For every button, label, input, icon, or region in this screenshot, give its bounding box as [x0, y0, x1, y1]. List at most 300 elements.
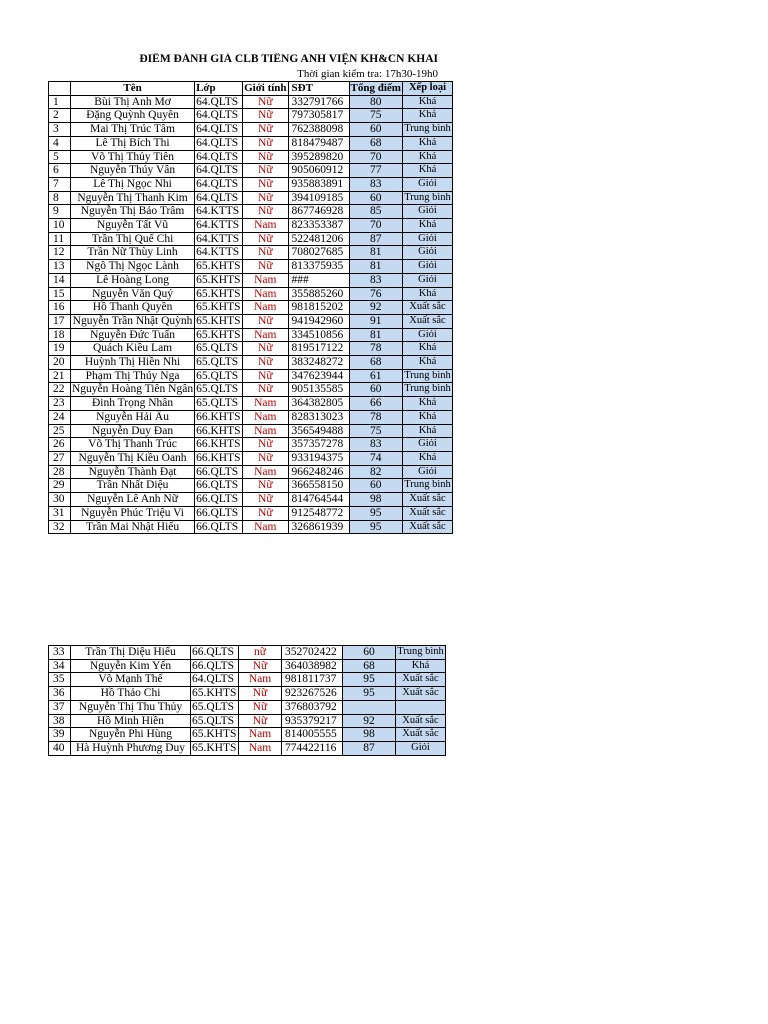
cell-rank[interactable]: Giỏi: [402, 177, 452, 191]
cell-rank[interactable]: Giỏi: [402, 438, 452, 452]
cell-stt[interactable]: 1: [49, 95, 71, 109]
cell-phone[interactable]: 912548772: [288, 506, 349, 520]
cell-class[interactable]: 64.KTTS: [195, 205, 243, 219]
cell-gender[interactable]: Nam: [243, 287, 288, 301]
cell-name[interactable]: Phạm Thị Thúy Nga: [71, 369, 195, 383]
cell-class[interactable]: 65.KHTS: [191, 728, 239, 742]
cell-gender[interactable]: Nữ: [243, 164, 288, 178]
cell-stt[interactable]: 20: [49, 356, 71, 370]
cell-stt[interactable]: 10: [49, 219, 71, 233]
cell-rank[interactable]: Giỏi: [402, 328, 452, 342]
cell-gender[interactable]: Nữ: [243, 438, 288, 452]
cell-class[interactable]: 66.KHTS: [195, 451, 243, 465]
cell-name[interactable]: Trần Thị Diệu Hiếu: [71, 646, 191, 660]
cell-name[interactable]: Võ Mạnh Thế: [71, 673, 191, 687]
cell-phone[interactable]: 357357278: [288, 438, 349, 452]
cell-class[interactable]: 65.KHTS: [195, 273, 243, 287]
cell-name[interactable]: Nguyễn Duy Đan: [71, 424, 195, 438]
cell-gender[interactable]: Nam: [239, 673, 282, 687]
cell-name[interactable]: Nguyễn Thị Thanh Kim: [71, 191, 195, 205]
cell-stt[interactable]: 29: [49, 479, 71, 493]
table-row: [49, 410, 453, 424]
cell-class[interactable]: 65.KHTS: [191, 687, 239, 701]
cell-total-score[interactable]: 60: [349, 479, 402, 493]
cell-phone[interactable]: 814764544: [288, 493, 349, 507]
cell-total-score[interactable]: 61: [349, 369, 402, 383]
table-row: [49, 728, 446, 742]
cell-rank[interactable]: Khá: [402, 95, 452, 109]
cell-total-score[interactable]: 81: [349, 328, 402, 342]
cell-gender[interactable]: Nữ: [243, 356, 288, 370]
cell-name[interactable]: Nguyễn Thúy Vân: [71, 164, 195, 178]
cell-gender[interactable]: Nam: [243, 424, 288, 438]
cell-class[interactable]: 64.QLTS: [195, 177, 243, 191]
cell-name[interactable]: Nguyễn Thị Kiều Oanh: [71, 451, 195, 465]
cell-name[interactable]: Mai Thị Trúc Tâm: [71, 123, 195, 137]
cell-total-score[interactable]: 98: [349, 493, 402, 507]
cell-rank[interactable]: Giỏi: [402, 465, 452, 479]
cell-gender[interactable]: Nữ: [243, 95, 288, 109]
cell-rank[interactable]: Khá: [402, 287, 452, 301]
cell-total-score[interactable]: 82: [349, 465, 402, 479]
table-row: [49, 424, 453, 438]
cell-stt[interactable]: 15: [49, 287, 71, 301]
cell-name[interactable]: Hồ Minh Hiền: [71, 714, 191, 728]
cell-gender[interactable]: Nam: [243, 328, 288, 342]
cell-total-score[interactable]: 60: [349, 383, 402, 397]
cell-phone[interactable]: 981815202: [288, 301, 349, 315]
cell-name[interactable]: Nguyễn Văn Quý: [71, 287, 195, 301]
cell-rank[interactable]: Xuất sắc: [402, 314, 452, 328]
cell-phone[interactable]: 935379217: [282, 714, 343, 728]
cell-gender[interactable]: Nữ: [243, 205, 288, 219]
cell-total-score[interactable]: 68: [343, 659, 396, 673]
cell-gender[interactable]: Nam: [243, 219, 288, 233]
cell-rank[interactable]: Khá: [402, 219, 452, 233]
cell-class[interactable]: 64.QLTS: [195, 123, 243, 137]
cell-class[interactable]: 66.KHTS: [195, 438, 243, 452]
cell-name[interactable]: Trần Mai Nhật Hiếu: [71, 520, 195, 534]
cell-name[interactable]: Huỳnh Thị Hiền Nhi: [71, 356, 195, 370]
cell-total-score[interactable]: 68: [349, 356, 402, 370]
cell-total-score[interactable]: 92: [349, 301, 402, 315]
cell-name[interactable]: Nguyễn Thị Thu Thủy: [71, 700, 191, 714]
cell-name[interactable]: Nguyễn Lê Anh Nữ: [71, 493, 195, 507]
cell-rank[interactable]: Khá: [402, 424, 452, 438]
cell-name[interactable]: Trần Thị Quế Chi: [71, 232, 195, 246]
cell-class[interactable]: 65.QLTS: [195, 369, 243, 383]
cell-phone[interactable]: 905135585: [288, 383, 349, 397]
cell-class[interactable]: 65.QLTS: [191, 700, 239, 714]
cell-stt[interactable]: 19: [49, 342, 71, 356]
cell-stt[interactable]: 11: [49, 232, 71, 246]
cell-total-score[interactable]: 75: [349, 424, 402, 438]
cell-gender[interactable]: Nữ: [243, 383, 288, 397]
cell-class[interactable]: 66.QLTS: [195, 493, 243, 507]
table-row: [49, 328, 453, 342]
cell-total-score[interactable]: 78: [349, 410, 402, 424]
cell-total-score[interactable]: 70: [349, 219, 402, 233]
cell-stt[interactable]: 14: [49, 273, 71, 287]
table-row: [49, 301, 453, 315]
cell-rank[interactable]: Trung bình: [402, 383, 452, 397]
cell-rank[interactable]: Khá: [402, 136, 452, 150]
cell-class[interactable]: 66.QLTS: [195, 479, 243, 493]
cell-rank[interactable]: Xuất sắc: [402, 506, 452, 520]
cell-total-score[interactable]: 83: [349, 438, 402, 452]
cell-class[interactable]: 65.QLTS: [195, 342, 243, 356]
cell-total-score[interactable]: 95: [349, 520, 402, 534]
cell-class[interactable]: 64.QLTS: [195, 109, 243, 123]
header-row: [49, 82, 453, 96]
cell-name[interactable]: Nguyễn Đức Tuấn: [71, 328, 195, 342]
cell-gender[interactable]: Nữ: [243, 314, 288, 328]
cell-name[interactable]: Lê Thị Ngọc Nhi: [71, 177, 195, 191]
cell-total-score[interactable]: 60: [349, 123, 402, 137]
cell-class[interactable]: 66.KHTS: [195, 410, 243, 424]
cell-class[interactable]: 65.QLTS: [195, 383, 243, 397]
cell-phone[interactable]: 905060912: [288, 164, 349, 178]
cell-stt[interactable]: 39: [49, 728, 71, 742]
cell-rank[interactable]: Giỏi: [402, 246, 452, 260]
cell-name[interactable]: Hồ Thảo Chi: [71, 687, 191, 701]
cell-total-score[interactable]: 68: [349, 136, 402, 150]
cell-phone[interactable]: 334510856: [288, 328, 349, 342]
cell-total-score[interactable]: 85: [349, 205, 402, 219]
cell-name[interactable]: Trần Nhất Diệu: [71, 479, 195, 493]
cell-class[interactable]: 65.KHTS: [195, 287, 243, 301]
cell-name[interactable]: Nguyễn Thị Bảo Trâm: [71, 205, 195, 219]
cell-phone[interactable]: 383248272: [288, 356, 349, 370]
cell-name[interactable]: Nguyễn Thành Đạt: [71, 465, 195, 479]
cell-rank[interactable]: Giỏi: [402, 273, 452, 287]
cell-phone[interactable]: 981811737: [282, 673, 343, 687]
cell-stt[interactable]: 8: [49, 191, 71, 205]
cell-total-score[interactable]: 91: [349, 314, 402, 328]
cell-total-score[interactable]: 75: [349, 109, 402, 123]
cell-class[interactable]: 64.KTTS: [195, 246, 243, 260]
cell-stt[interactable]: 36: [49, 687, 71, 701]
cell-class[interactable]: 66.QLTS: [195, 465, 243, 479]
cell-phone[interactable]: 394109185: [288, 191, 349, 205]
cell-stt[interactable]: 5: [49, 150, 71, 164]
cell-class[interactable]: 65.KHTS: [195, 301, 243, 315]
cell-stt[interactable]: 34: [49, 659, 71, 673]
cell-phone[interactable]: 376803792: [282, 700, 343, 714]
cell-class[interactable]: 64.QLTS: [191, 673, 239, 687]
cell-total-score[interactable]: 76: [349, 287, 402, 301]
cell-phone[interactable]: 332791766: [288, 95, 349, 109]
cell-stt[interactable]: 23: [49, 397, 71, 411]
cell-stt[interactable]: 26: [49, 438, 71, 452]
cell-name[interactable]: Ngô Thị Ngọc Lành: [71, 260, 195, 274]
cell-rank[interactable]: Xuất sắc: [396, 673, 446, 687]
cell-stt[interactable]: 17: [49, 314, 71, 328]
cell-gender[interactable]: Nữ: [243, 506, 288, 520]
cell-gender[interactable]: Nữ: [243, 123, 288, 137]
cell-class[interactable]: 64.QLTS: [195, 136, 243, 150]
cell-phone[interactable]: 923267526: [282, 687, 343, 701]
cell-stt[interactable]: 33: [49, 646, 71, 660]
cell-gender[interactable]: Nam: [243, 465, 288, 479]
cell-phone[interactable]: 797305817: [288, 109, 349, 123]
cell-phone[interactable]: 355885260: [288, 287, 349, 301]
cell-stt[interactable]: 28: [49, 465, 71, 479]
cell-rank[interactable]: Giỏi: [396, 741, 446, 755]
cell-total-score[interactable]: 92: [343, 714, 396, 728]
cell-rank[interactable]: Xuất sắc: [396, 714, 446, 728]
cell-stt[interactable]: 6: [49, 164, 71, 178]
cell-phone[interactable]: 818479487: [288, 136, 349, 150]
cell-name[interactable]: Võ Thị Thanh Trúc: [71, 438, 195, 452]
cell-gender[interactable]: Nữ: [243, 451, 288, 465]
cell-phone[interactable]: 522481206: [288, 232, 349, 246]
cell-name[interactable]: Quách Kiều Lam: [71, 342, 195, 356]
cell-class[interactable]: 66.QLTS: [195, 506, 243, 520]
cell-phone[interactable]: 395289820: [288, 150, 349, 164]
cell-phone[interactable]: 933194375: [288, 451, 349, 465]
cell-name[interactable]: Nguyễn Trần Nhật Quỳnh: [71, 314, 195, 328]
cell-class[interactable]: 64.QLTS: [195, 95, 243, 109]
cell-rank[interactable]: Khá: [402, 410, 452, 424]
table-row: [49, 397, 453, 411]
cell-rank[interactable]: [396, 700, 446, 714]
cell-gender[interactable]: Nam: [243, 273, 288, 287]
cell-gender[interactable]: Nữ: [243, 342, 288, 356]
table-row: [49, 438, 453, 452]
cell-gender[interactable]: Nam: [239, 741, 282, 755]
cell-class[interactable]: 65.KHTS: [191, 741, 239, 755]
cell-class[interactable]: 65.KHTS: [195, 328, 243, 342]
cell-stt[interactable]: 38: [49, 714, 71, 728]
cell-class[interactable]: 64.KTTS: [195, 219, 243, 233]
cell-total-score[interactable]: 60: [343, 646, 396, 660]
cell-stt[interactable]: 25: [49, 424, 71, 438]
cell-stt[interactable]: 32: [49, 520, 71, 534]
cell-phone[interactable]: 347623944: [288, 369, 349, 383]
cell-total-score[interactable]: 87: [349, 232, 402, 246]
cell-rank[interactable]: Khá: [402, 109, 452, 123]
cell-class[interactable]: 65.QLTS: [195, 397, 243, 411]
cell-total-score[interactable]: 81: [349, 260, 402, 274]
cell-stt[interactable]: 40: [49, 741, 71, 755]
cell-gender[interactable]: Nữ: [243, 177, 288, 191]
cell-name[interactable]: Nguyễn Phi Hùng: [71, 728, 191, 742]
cell-stt[interactable]: 4: [49, 136, 71, 150]
cell-stt[interactable]: 27: [49, 451, 71, 465]
cell-phone[interactable]: 828313023: [288, 410, 349, 424]
cell-class[interactable]: 64.QLTS: [195, 164, 243, 178]
cell-class[interactable]: 65.QLTS: [191, 714, 239, 728]
cell-total-score[interactable]: 87: [343, 741, 396, 755]
cell-gender[interactable]: Nữ: [243, 232, 288, 246]
cell-stt[interactable]: 2: [49, 109, 71, 123]
cell-stt[interactable]: 24: [49, 410, 71, 424]
cell-class[interactable]: 65.KHTS: [195, 260, 243, 274]
cell-stt[interactable]: 30: [49, 493, 71, 507]
cell-name[interactable]: Lê Thị Bích Thi: [71, 136, 195, 150]
cell-phone[interactable]: 867746928: [288, 205, 349, 219]
table-row: [49, 287, 453, 301]
cell-phone[interactable]: 366558150: [288, 479, 349, 493]
cell-gender[interactable]: Nữ: [243, 479, 288, 493]
cell-total-score[interactable]: 98: [343, 728, 396, 742]
cell-rank[interactable]: Giỏi: [402, 205, 452, 219]
cell-phone[interactable]: 823353387: [288, 219, 349, 233]
sheet-title: ĐIỂM ĐÁNH GIÁ CLB TIẾNG ANH VIỆN KH&CN KHAI: [139, 53, 438, 65]
cell-rank[interactable]: Khá: [396, 659, 446, 673]
cell-stt[interactable]: 35: [49, 673, 71, 687]
cell-total-score[interactable]: [343, 700, 396, 714]
cell-gender[interactable]: Nữ: [243, 150, 288, 164]
cell-rank[interactable]: Khá: [402, 397, 452, 411]
cell-stt[interactable]: 18: [49, 328, 71, 342]
cell-gender[interactable]: Nữ: [239, 687, 282, 701]
cell-phone[interactable]: 762388098: [288, 123, 349, 137]
cell-stt[interactable]: 12: [49, 246, 71, 260]
score-table-body-continued: [49, 646, 446, 756]
cell-phone[interactable]: 708027685: [288, 246, 349, 260]
cell-rank[interactable]: Xuất sắc: [396, 687, 446, 701]
cell-rank[interactable]: Trung bình: [402, 191, 452, 205]
cell-class[interactable]: 66.QLTS: [191, 659, 239, 673]
cell-rank[interactable]: Trung bình: [402, 369, 452, 383]
exam-time: Thời gian kiểm tra: 17h30-19h0: [297, 68, 438, 80]
cell-gender[interactable]: Nam: [243, 520, 288, 534]
table-row: [49, 342, 453, 356]
cell-stt[interactable]: 37: [49, 700, 71, 714]
cell-name[interactable]: Hà Huỳnh Phương Duy: [71, 741, 191, 755]
cell-rank[interactable]: Giỏi: [402, 260, 452, 274]
cell-gender[interactable]: Nam: [243, 301, 288, 315]
header-gender: Giới tính: [244, 82, 287, 94]
cell-rank[interactable]: Xuất sắc: [402, 493, 452, 507]
cell-gender[interactable]: Nữ: [243, 493, 288, 507]
cell-rank[interactable]: Khá: [402, 342, 452, 356]
cell-gender[interactable]: Nữ: [243, 109, 288, 123]
cell-gender[interactable]: Nữ: [243, 136, 288, 150]
cell-gender[interactable]: Nữ: [243, 191, 288, 205]
cell-total-score[interactable]: 83: [349, 177, 402, 191]
cell-stt[interactable]: 21: [49, 369, 71, 383]
cell-rank[interactable]: Khá: [402, 164, 452, 178]
cell-total-score[interactable]: 74: [349, 451, 402, 465]
score-table-main: [48, 81, 453, 534]
cell-rank[interactable]: Khá: [402, 356, 452, 370]
cell-rank[interactable]: Xuất sắc: [402, 301, 452, 315]
cell-rank[interactable]: Xuất sắc: [402, 520, 452, 534]
cell-total-score[interactable]: 81: [349, 246, 402, 260]
cell-total-score[interactable]: 80: [349, 95, 402, 109]
cell-total-score[interactable]: 77: [349, 164, 402, 178]
cell-name[interactable]: Bùi Thị Anh Mơ: [71, 95, 195, 109]
table-row: [49, 246, 453, 260]
cell-gender[interactable]: Nữ: [243, 246, 288, 260]
cell-name[interactable]: Nguyễn Phúc Triệu Vi: [71, 506, 195, 520]
cell-total-score[interactable]: 78: [349, 342, 402, 356]
cell-stt[interactable]: 22: [49, 383, 71, 397]
cell-class[interactable]: 64.QLTS: [195, 150, 243, 164]
cell-gender[interactable]: Nam: [243, 397, 288, 411]
cell-gender[interactable]: Nữ: [239, 659, 282, 673]
cell-gender[interactable]: Nữ: [243, 369, 288, 383]
cell-phone[interactable]: 364038982: [282, 659, 343, 673]
cell-name[interactable]: Võ Thị Thủy Tiên: [71, 150, 195, 164]
cell-total-score[interactable]: 95: [349, 506, 402, 520]
table-row: [49, 150, 453, 164]
cell-stt[interactable]: 31: [49, 506, 71, 520]
cell-phone[interactable]: ###: [288, 273, 349, 287]
cell-phone[interactable]: 966248246: [288, 465, 349, 479]
cell-name[interactable]: Đinh Trọng Nhân: [71, 397, 195, 411]
cell-gender[interactable]: Nữ: [239, 700, 282, 714]
cell-phone[interactable]: 941942960: [288, 314, 349, 328]
cell-stt[interactable]: 9: [49, 205, 71, 219]
cell-name[interactable]: Đặng Quỳnh Quyên: [71, 109, 195, 123]
cell-name[interactable]: Hồ Thanh Quyền: [71, 301, 195, 315]
cell-gender[interactable]: Nam: [239, 728, 282, 742]
cell-class[interactable]: 64.QLTS: [195, 191, 243, 205]
cell-phone[interactable]: 364382805: [288, 397, 349, 411]
cell-rank[interactable]: Trung bình: [396, 646, 446, 660]
header-total-score: Tổng điểm: [350, 82, 401, 94]
cell-gender[interactable]: Nam: [243, 410, 288, 424]
cell-rank[interactable]: Xuất sắc: [396, 728, 446, 742]
cell-total-score[interactable]: 66: [349, 397, 402, 411]
cell-class[interactable]: 64.KTTS: [195, 232, 243, 246]
cell-rank[interactable]: Khá: [402, 451, 452, 465]
cell-phone[interactable]: 326861939: [288, 520, 349, 534]
cell-phone[interactable]: 819517122: [288, 342, 349, 356]
cell-phone[interactable]: 352702422: [282, 646, 343, 660]
cell-name[interactable]: Nguyễn Tất Vũ: [71, 219, 195, 233]
cell-rank[interactable]: Giỏi: [402, 232, 452, 246]
cell-name[interactable]: Nguyễn Kim Yến: [71, 659, 191, 673]
cell-total-score[interactable]: 60: [349, 191, 402, 205]
cell-total-score[interactable]: 95: [343, 687, 396, 701]
cell-name[interactable]: Nguyễn Hải Âu: [71, 410, 195, 424]
cell-phone[interactable]: 356549488: [288, 424, 349, 438]
cell-total-score[interactable]: 70: [349, 150, 402, 164]
cell-phone[interactable]: 774422116: [282, 741, 343, 755]
cell-name[interactable]: Lê Hoàng Long: [71, 273, 195, 287]
cell-rank[interactable]: Trung bình: [402, 479, 452, 493]
cell-class[interactable]: 65.QLTS: [195, 356, 243, 370]
cell-stt[interactable]: 13: [49, 260, 71, 274]
cell-gender[interactable]: Nữ: [239, 714, 282, 728]
table-row: [49, 191, 453, 205]
cell-rank[interactable]: Khá: [402, 150, 452, 164]
cell-stt[interactable]: 16: [49, 301, 71, 315]
cell-class[interactable]: 66.QLTS: [191, 646, 239, 660]
cell-class[interactable]: 66.QLTS: [195, 520, 243, 534]
cell-phone[interactable]: 813375935: [288, 260, 349, 274]
cell-stt[interactable]: 3: [49, 123, 71, 137]
cell-name[interactable]: Trần Nữ Thùy Linh: [71, 246, 195, 260]
cell-class[interactable]: 65.KHTS: [195, 314, 243, 328]
table-row: [49, 95, 453, 109]
cell-phone[interactable]: 814005555: [282, 728, 343, 742]
cell-gender[interactable]: Nữ: [243, 260, 288, 274]
cell-total-score[interactable]: 95: [343, 673, 396, 687]
cell-name[interactable]: Nguyễn Hoàng Tiên Ngân: [72, 383, 194, 396]
cell-gender[interactable]: nữ: [239, 646, 282, 660]
cell-phone[interactable]: 935883891: [288, 177, 349, 191]
cell-stt[interactable]: 7: [49, 177, 71, 191]
cell-rank[interactable]: Trung bình: [402, 123, 452, 137]
cell-total-score[interactable]: 83: [349, 273, 402, 287]
cell-class[interactable]: 66.KHTS: [195, 424, 243, 438]
